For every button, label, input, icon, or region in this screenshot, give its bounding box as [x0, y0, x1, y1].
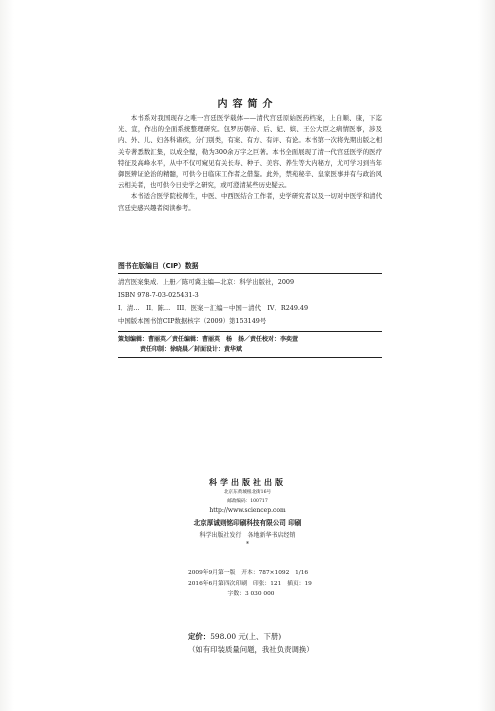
- publisher-block: [0, 477, 495, 548]
- publisher-postcode: 邮政编码：100717: [227, 498, 268, 504]
- credits-line-1: 策划编辑：曹丽英／责任编辑：曹丽英 杨 扬／责任校对：李奕萱: [118, 336, 299, 343]
- intro-paragraph-2: 本书适合医学院校师生，中医、中西医结合工作者，史学研究者以及一切对中医学和清代宫廷史感兴趣者阅读参考。: [118, 192, 382, 212]
- price-block: [188, 630, 314, 656]
- cip-record-number: 中国版本图书馆CIP数据核字（2009）第153149号: [118, 317, 267, 325]
- publisher-name: 科学出版社出版: [209, 477, 286, 487]
- publisher-url: http://www.sciencep.com: [209, 507, 286, 514]
- cip-data-block: [118, 260, 382, 358]
- cip-isbn: ISBN 978-7-03-025431-3: [118, 291, 199, 299]
- credits-line-2: 责任印制：徐晓晨／封面设计：黄华斌: [140, 345, 243, 353]
- cip-divider: [118, 331, 382, 332]
- cip-catalog-line: 清宫医案集成．上册／陈可冀主编—北京：科学出版社，2009: [118, 278, 295, 286]
- publisher-address: 北京东黄城根北街16号: [223, 490, 272, 495]
- distribution-line: 科学出版社发行 各地新华书店经销: [199, 532, 296, 539]
- cip-classification: I．清… II．陈… III．医案－汇编－中国－清代 IV．R249.49: [118, 304, 309, 312]
- editorial-credits: [118, 335, 382, 358]
- printer-name: 北京厚诚则铭印刷科技有限公司 印刷: [193, 519, 302, 527]
- intro-paragraph-1: 本书系对我国现存之唯一宫廷医学载体——清代宫廷原始医药档案，上自顺、康，下迄光、宣，作出的全面系统整理研究。包罗历朝帝、后、妃、嫔、王公大臣之病情医事，涉及内、外、儿、妇各科诸疾，分门别类，有案、有方、有评、有论。本书第一次将先期出版之相关专著悉数汇集，以成全璧，勒为300余万字之巨著。本书全面展现了清一代宫廷医学的医疗特征及高峰水平，从中不仅可窥见有关长寿、种子、美容、养生等大内秘方，尤可学习到当年御医辨证论治的精髓，可供今日临床工作者之借鉴。此外，禁苑秘辛、皇家医事并有与政治风云相关者，也可供今日史学之研究，或可澄清某些历史疑云。: [118, 114, 382, 190]
- price-value: 598.00 元(上、下册): [210, 632, 282, 641]
- cip-title: 图书在版编目（CIP）数据: [118, 260, 382, 274]
- quality-note: （如有印装质量问题，我社负责调换）: [188, 645, 314, 654]
- edition-line-2: 2016年6月第四次印刷 印张：121 插页：19: [188, 580, 312, 587]
- edition-word-count: 字数：3 030 000: [227, 591, 275, 597]
- price-label: 定价：: [188, 632, 211, 641]
- price-line: [188, 630, 314, 643]
- edition-info: [188, 568, 388, 600]
- star-separator: *: [246, 541, 249, 548]
- intro-body: [118, 113, 382, 214]
- intro-title: 内容简介: [217, 99, 278, 110]
- edition-line-1: 2009年9月第一版 开本：787×1092 1/16: [188, 570, 309, 576]
